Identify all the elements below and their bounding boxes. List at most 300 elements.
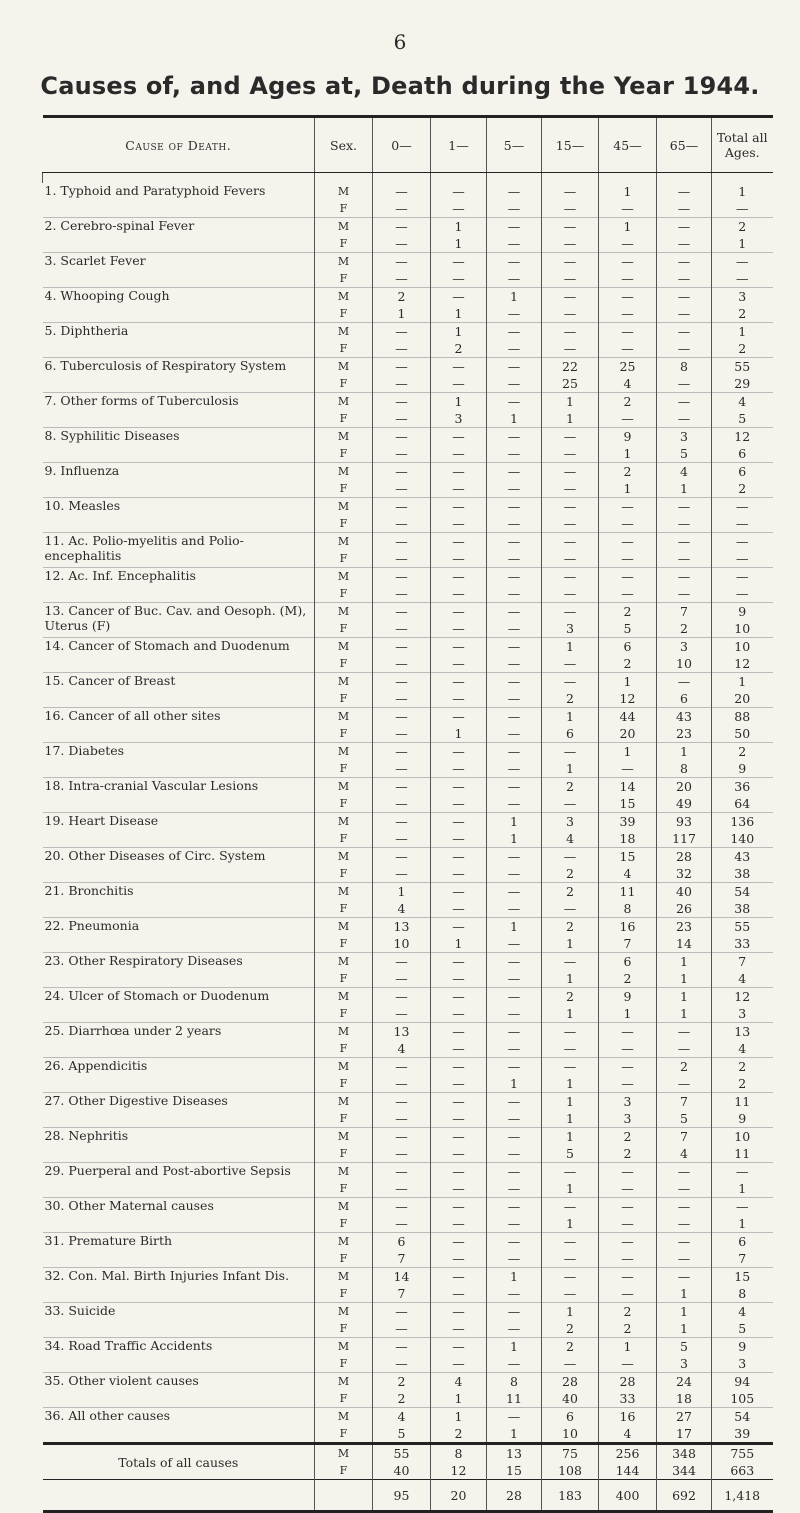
value-cell: — bbox=[431, 550, 487, 568]
value-cell: 7 bbox=[712, 1250, 773, 1268]
value-cell: — bbox=[599, 1268, 657, 1286]
value-cell: 43 bbox=[712, 848, 773, 866]
value-cell: — bbox=[487, 1355, 542, 1373]
value-cell: — bbox=[373, 1163, 431, 1181]
cause-label: 25. Diarrhœa under 2 years bbox=[43, 1023, 315, 1058]
value-cell: 18 bbox=[599, 830, 657, 848]
value-cell: 1 bbox=[487, 830, 542, 848]
value-cell: — bbox=[373, 340, 431, 358]
cause-label: 18. Intra-cranial Vascular Lesions bbox=[43, 778, 315, 813]
value-cell: 1 bbox=[657, 953, 712, 971]
value-cell: — bbox=[487, 463, 542, 481]
value-cell: 1 bbox=[599, 1005, 657, 1023]
value-cell: — bbox=[487, 1408, 542, 1426]
value-cell: — bbox=[431, 1005, 487, 1023]
value-cell: — bbox=[431, 463, 487, 481]
value-cell: — bbox=[373, 393, 431, 411]
value-cell: — bbox=[487, 393, 542, 411]
sex-cell: F bbox=[315, 585, 373, 603]
value-cell: — bbox=[487, 200, 542, 218]
value-cell: — bbox=[599, 270, 657, 288]
value-cell: — bbox=[657, 1023, 712, 1041]
header-age-15: 15— bbox=[542, 117, 599, 173]
value-cell: — bbox=[487, 848, 542, 866]
sex-cell: M bbox=[315, 1268, 373, 1286]
value-cell: — bbox=[373, 515, 431, 533]
value-cell: — bbox=[431, 848, 487, 866]
value-cell: — bbox=[431, 183, 487, 200]
cause-label: 9. Influenza bbox=[43, 463, 315, 498]
value-cell: — bbox=[373, 550, 431, 568]
value-cell: — bbox=[373, 358, 431, 376]
sex-cell: M bbox=[315, 533, 373, 551]
value-cell: — bbox=[373, 1303, 431, 1321]
page-title: Causes of, and Ages at, Death during the Year 1944. bbox=[40, 72, 760, 100]
value-cell: — bbox=[487, 1093, 542, 1111]
value-cell: 55 bbox=[712, 358, 773, 376]
value-cell: 1 bbox=[712, 1215, 773, 1233]
value-cell: — bbox=[657, 1233, 712, 1251]
value-cell: — bbox=[487, 1285, 542, 1303]
value-cell: — bbox=[657, 183, 712, 200]
cause-label: 35. Other violent causes bbox=[43, 1373, 315, 1408]
value-cell: — bbox=[431, 1268, 487, 1286]
value-cell: — bbox=[373, 585, 431, 603]
value-cell: — bbox=[542, 340, 599, 358]
value-cell: — bbox=[487, 638, 542, 656]
value-cell: 38 bbox=[712, 900, 773, 918]
total-value-cell: 144 bbox=[599, 1462, 657, 1480]
grand-total-cell: 400 bbox=[599, 1480, 657, 1512]
sex-cell: F bbox=[315, 1005, 373, 1023]
value-cell: 9 bbox=[599, 428, 657, 446]
value-cell: 40 bbox=[542, 1390, 599, 1408]
value-cell: 8 bbox=[712, 1285, 773, 1303]
value-cell: — bbox=[431, 953, 487, 971]
value-cell: 23 bbox=[657, 918, 712, 936]
value-cell: — bbox=[542, 673, 599, 691]
value-cell: 1 bbox=[712, 1180, 773, 1198]
cause-label: 29. Puerperal and Post-abortive Sepsis bbox=[43, 1163, 315, 1198]
table-row bbox=[43, 743, 773, 761]
sex-cell: M bbox=[315, 253, 373, 271]
sex-cell: M bbox=[315, 813, 373, 831]
value-cell: — bbox=[599, 1075, 657, 1093]
value-cell: — bbox=[373, 533, 431, 551]
value-cell: — bbox=[373, 848, 431, 866]
value-cell: — bbox=[487, 1303, 542, 1321]
total-value-cell: 13 bbox=[487, 1444, 542, 1463]
value-cell: 1 bbox=[431, 393, 487, 411]
value-cell: — bbox=[657, 568, 712, 586]
value-cell: 6 bbox=[712, 463, 773, 481]
table-row bbox=[43, 1163, 773, 1181]
header-row bbox=[43, 117, 773, 173]
sex-cell: M bbox=[315, 1058, 373, 1076]
value-cell: — bbox=[487, 1128, 542, 1146]
value-cell: — bbox=[599, 1163, 657, 1181]
value-cell: — bbox=[373, 428, 431, 446]
table-row bbox=[43, 778, 773, 796]
value-cell: 117 bbox=[657, 830, 712, 848]
value-cell: 9 bbox=[599, 988, 657, 1006]
table-row bbox=[43, 708, 773, 726]
table-row bbox=[43, 883, 773, 901]
value-cell: — bbox=[542, 183, 599, 200]
value-cell: — bbox=[373, 603, 431, 621]
header-total: Total all Ages. bbox=[712, 117, 773, 173]
sex-cell: M bbox=[315, 1198, 373, 1216]
value-cell: 1 bbox=[542, 708, 599, 726]
table-row bbox=[43, 988, 773, 1006]
table-row bbox=[43, 673, 773, 691]
sex-cell: M bbox=[315, 988, 373, 1006]
sex-cell: M bbox=[315, 183, 373, 200]
value-cell: — bbox=[542, 288, 599, 306]
sex-cell: F bbox=[315, 1180, 373, 1198]
value-cell: — bbox=[431, 568, 487, 586]
spacer-cell bbox=[373, 173, 431, 184]
value-cell: — bbox=[542, 568, 599, 586]
sex-cell: M bbox=[315, 358, 373, 376]
total-value-cell: 108 bbox=[542, 1462, 599, 1480]
value-cell: — bbox=[487, 515, 542, 533]
value-cell: — bbox=[431, 1163, 487, 1181]
value-cell: — bbox=[487, 743, 542, 761]
value-cell: — bbox=[657, 253, 712, 271]
value-cell: 93 bbox=[657, 813, 712, 831]
value-cell: — bbox=[373, 323, 431, 341]
value-cell: — bbox=[599, 1023, 657, 1041]
value-cell: 4 bbox=[599, 865, 657, 883]
value-cell: 54 bbox=[712, 1408, 773, 1426]
sex-cell: F bbox=[315, 375, 373, 393]
value-cell: — bbox=[712, 1163, 773, 1181]
value-cell: — bbox=[487, 1005, 542, 1023]
value-cell: — bbox=[657, 1040, 712, 1058]
sex-cell: F bbox=[315, 235, 373, 253]
value-cell: — bbox=[431, 253, 487, 271]
value-cell: — bbox=[373, 620, 431, 638]
value-cell: — bbox=[373, 970, 431, 988]
table-row bbox=[43, 1338, 773, 1356]
cause-label: 24. Ulcer of Stomach or Duodenum bbox=[43, 988, 315, 1023]
sex-cell: F bbox=[315, 1075, 373, 1093]
value-cell: — bbox=[373, 445, 431, 463]
value-cell: 7 bbox=[712, 953, 773, 971]
value-cell: — bbox=[373, 498, 431, 516]
value-cell: — bbox=[712, 498, 773, 516]
value-cell: 12 bbox=[599, 690, 657, 708]
value-cell: 28 bbox=[542, 1373, 599, 1391]
cause-label: 12. Ac. Inf. Encephalitis bbox=[43, 568, 315, 603]
value-cell: — bbox=[599, 235, 657, 253]
table-row bbox=[43, 568, 773, 586]
value-cell: — bbox=[431, 533, 487, 551]
value-cell: — bbox=[542, 463, 599, 481]
value-cell: — bbox=[542, 515, 599, 533]
value-cell: — bbox=[373, 743, 431, 761]
value-cell: 33 bbox=[712, 935, 773, 953]
value-cell: 9 bbox=[712, 1110, 773, 1128]
value-cell: 2 bbox=[431, 340, 487, 358]
table-row bbox=[43, 603, 773, 621]
cause-label: 14. Cancer of Stomach and Duodenum bbox=[43, 638, 315, 673]
value-cell: — bbox=[542, 550, 599, 568]
value-cell: — bbox=[373, 1093, 431, 1111]
total-value-cell: 663 bbox=[712, 1462, 773, 1480]
sex-cell: F bbox=[315, 1285, 373, 1303]
value-cell: — bbox=[657, 1075, 712, 1093]
value-cell: — bbox=[487, 218, 542, 236]
value-cell: — bbox=[487, 620, 542, 638]
value-cell: 2 bbox=[712, 340, 773, 358]
table-row bbox=[43, 813, 773, 831]
value-cell: — bbox=[599, 1058, 657, 1076]
sex-cell: F bbox=[315, 1110, 373, 1128]
header-cause: Cause of Death. bbox=[43, 117, 315, 173]
value-cell: 3 bbox=[712, 1355, 773, 1373]
value-cell: 1 bbox=[657, 1005, 712, 1023]
value-cell: 1 bbox=[542, 1093, 599, 1111]
value-cell: 1 bbox=[657, 1285, 712, 1303]
grand-total-cell: 20 bbox=[431, 1480, 487, 1512]
value-cell: 2 bbox=[712, 305, 773, 323]
value-cell: 3 bbox=[657, 1355, 712, 1373]
table-row bbox=[43, 918, 773, 936]
table-row bbox=[43, 498, 773, 516]
value-cell: 1 bbox=[542, 1128, 599, 1146]
value-cell: 4 bbox=[373, 900, 431, 918]
value-cell: 1 bbox=[373, 883, 431, 901]
cause-label: 8. Syphilitic Diseases bbox=[43, 428, 315, 463]
value-cell: — bbox=[431, 603, 487, 621]
value-cell: — bbox=[373, 235, 431, 253]
sex-cell: M bbox=[315, 568, 373, 586]
header-sex: Sex. bbox=[315, 117, 373, 173]
value-cell: — bbox=[487, 1058, 542, 1076]
value-cell: — bbox=[542, 1023, 599, 1041]
value-cell: — bbox=[373, 1145, 431, 1163]
value-cell: 2 bbox=[599, 1145, 657, 1163]
value-cell: — bbox=[599, 1180, 657, 1198]
value-cell: 1 bbox=[431, 1408, 487, 1426]
value-cell: — bbox=[373, 708, 431, 726]
cause-label: 5. Diphtheria bbox=[43, 323, 315, 358]
value-cell: 7 bbox=[657, 1128, 712, 1146]
value-cell: — bbox=[487, 1180, 542, 1198]
value-cell: 1 bbox=[542, 393, 599, 411]
value-cell: 9 bbox=[712, 760, 773, 778]
table-row bbox=[43, 1373, 773, 1391]
value-cell: — bbox=[542, 603, 599, 621]
value-cell: 11 bbox=[712, 1093, 773, 1111]
value-cell: — bbox=[431, 760, 487, 778]
value-cell: — bbox=[599, 305, 657, 323]
value-cell: — bbox=[487, 1145, 542, 1163]
value-cell: 14 bbox=[657, 935, 712, 953]
value-cell: 5 bbox=[542, 1145, 599, 1163]
value-cell: 5 bbox=[373, 1425, 431, 1444]
value-cell: 2 bbox=[657, 1058, 712, 1076]
totals-label: Totals of all causes bbox=[43, 1444, 315, 1480]
value-cell: 14 bbox=[373, 1268, 431, 1286]
value-cell: 10 bbox=[542, 1425, 599, 1444]
value-cell: 1 bbox=[657, 970, 712, 988]
value-cell: 2 bbox=[712, 218, 773, 236]
value-cell: — bbox=[599, 533, 657, 551]
value-cell: — bbox=[431, 970, 487, 988]
value-cell: 3 bbox=[599, 1093, 657, 1111]
value-cell: — bbox=[373, 480, 431, 498]
table-row bbox=[43, 1198, 773, 1216]
value-cell: — bbox=[657, 1215, 712, 1233]
value-cell: 1 bbox=[542, 1303, 599, 1321]
sex-cell: F bbox=[315, 725, 373, 743]
value-cell: 6 bbox=[712, 445, 773, 463]
cause-label: 32. Con. Mal. Birth Injuries Infant Dis. bbox=[43, 1268, 315, 1303]
value-cell: 1 bbox=[487, 410, 542, 428]
value-cell: 16 bbox=[599, 1408, 657, 1426]
value-cell: 1 bbox=[487, 813, 542, 831]
value-cell: 2 bbox=[542, 1320, 599, 1338]
sex-cell: M bbox=[315, 1128, 373, 1146]
spacer-cell bbox=[315, 173, 373, 184]
sex-cell: F bbox=[315, 620, 373, 638]
cause-label: 11. Ac. Polio-myelitis and Polio-encephalitis bbox=[43, 533, 315, 568]
sex-cell: M bbox=[315, 323, 373, 341]
value-cell: — bbox=[431, 743, 487, 761]
value-cell: 38 bbox=[712, 865, 773, 883]
value-cell: 5 bbox=[657, 1338, 712, 1356]
value-cell: — bbox=[487, 1250, 542, 1268]
value-cell: 4 bbox=[712, 970, 773, 988]
value-cell: — bbox=[431, 288, 487, 306]
value-cell: 3 bbox=[712, 1005, 773, 1023]
sex-cell: M bbox=[315, 1023, 373, 1041]
value-cell: — bbox=[373, 1198, 431, 1216]
value-cell: 64 bbox=[712, 795, 773, 813]
value-cell: — bbox=[487, 760, 542, 778]
value-cell: — bbox=[599, 568, 657, 586]
total-value-cell: 8 bbox=[431, 1444, 487, 1463]
value-cell: 17 bbox=[657, 1425, 712, 1444]
value-cell: — bbox=[542, 1233, 599, 1251]
value-cell: — bbox=[712, 515, 773, 533]
sex-cell: F bbox=[315, 830, 373, 848]
value-cell: 1 bbox=[542, 1005, 599, 1023]
value-cell: — bbox=[657, 550, 712, 568]
value-cell: 20 bbox=[599, 725, 657, 743]
value-cell: — bbox=[542, 200, 599, 218]
value-cell: 2 bbox=[712, 743, 773, 761]
value-cell: 4 bbox=[373, 1040, 431, 1058]
value-cell: 3 bbox=[542, 620, 599, 638]
value-cell: 1 bbox=[599, 445, 657, 463]
sex-cell: F bbox=[315, 970, 373, 988]
value-cell: 1 bbox=[599, 1338, 657, 1356]
value-cell: — bbox=[373, 218, 431, 236]
value-cell: — bbox=[657, 1250, 712, 1268]
value-cell: — bbox=[657, 218, 712, 236]
cause-label: 27. Other Digestive Diseases bbox=[43, 1093, 315, 1128]
value-cell: 1 bbox=[431, 1390, 487, 1408]
value-cell: 3 bbox=[599, 1110, 657, 1128]
value-cell: 12 bbox=[712, 655, 773, 673]
value-cell: 2 bbox=[542, 988, 599, 1006]
value-cell: 40 bbox=[657, 883, 712, 901]
value-cell: — bbox=[487, 1320, 542, 1338]
value-cell: — bbox=[487, 1215, 542, 1233]
cause-label: 20. Other Diseases of Circ. System bbox=[43, 848, 315, 883]
value-cell: — bbox=[657, 515, 712, 533]
total-value-cell: 40 bbox=[373, 1462, 431, 1480]
value-cell: 1 bbox=[487, 1338, 542, 1356]
value-cell: — bbox=[712, 270, 773, 288]
cause-label: 26. Appendicitis bbox=[43, 1058, 315, 1093]
value-cell: — bbox=[431, 673, 487, 691]
header-age-0: 0— bbox=[373, 117, 431, 173]
value-cell: 6 bbox=[599, 638, 657, 656]
value-cell: — bbox=[373, 1110, 431, 1128]
sex-cell: M bbox=[315, 708, 373, 726]
value-cell: 25 bbox=[599, 358, 657, 376]
value-cell: 94 bbox=[712, 1373, 773, 1391]
value-cell: — bbox=[431, 358, 487, 376]
value-cell: — bbox=[431, 865, 487, 883]
value-cell: — bbox=[542, 848, 599, 866]
grand-total-cell: 1,418 bbox=[712, 1480, 773, 1512]
value-cell: — bbox=[431, 830, 487, 848]
value-cell: — bbox=[373, 1005, 431, 1023]
totals-row bbox=[43, 1444, 773, 1463]
value-cell: — bbox=[431, 428, 487, 446]
value-cell: 12 bbox=[712, 428, 773, 446]
value-cell: 7 bbox=[599, 935, 657, 953]
sex-cell: M bbox=[315, 463, 373, 481]
value-cell: 6 bbox=[599, 953, 657, 971]
value-cell: 4 bbox=[657, 463, 712, 481]
value-cell: 2 bbox=[542, 918, 599, 936]
value-cell: 28 bbox=[657, 848, 712, 866]
sex-cell: M bbox=[315, 743, 373, 761]
total-value-cell: 344 bbox=[657, 1462, 712, 1480]
value-cell: 6 bbox=[542, 1408, 599, 1426]
value-cell: 2 bbox=[712, 1075, 773, 1093]
value-cell: — bbox=[487, 970, 542, 988]
total-value-cell: 12 bbox=[431, 1462, 487, 1480]
sex-cell: M bbox=[315, 218, 373, 236]
grand-total-cell: 28 bbox=[487, 1480, 542, 1512]
value-cell: — bbox=[487, 550, 542, 568]
value-cell: — bbox=[431, 1250, 487, 1268]
value-cell: 39 bbox=[599, 813, 657, 831]
value-cell: — bbox=[487, 375, 542, 393]
value-cell: — bbox=[542, 585, 599, 603]
value-cell: — bbox=[431, 1215, 487, 1233]
value-cell: — bbox=[487, 270, 542, 288]
value-cell: — bbox=[373, 1128, 431, 1146]
value-cell: — bbox=[599, 323, 657, 341]
cause-label: 19. Heart Disease bbox=[43, 813, 315, 848]
value-cell: 4 bbox=[712, 393, 773, 411]
sex-cell: M bbox=[315, 288, 373, 306]
value-cell: — bbox=[373, 270, 431, 288]
value-cell: — bbox=[373, 953, 431, 971]
value-cell: — bbox=[373, 638, 431, 656]
value-cell: — bbox=[487, 655, 542, 673]
value-cell: — bbox=[431, 375, 487, 393]
